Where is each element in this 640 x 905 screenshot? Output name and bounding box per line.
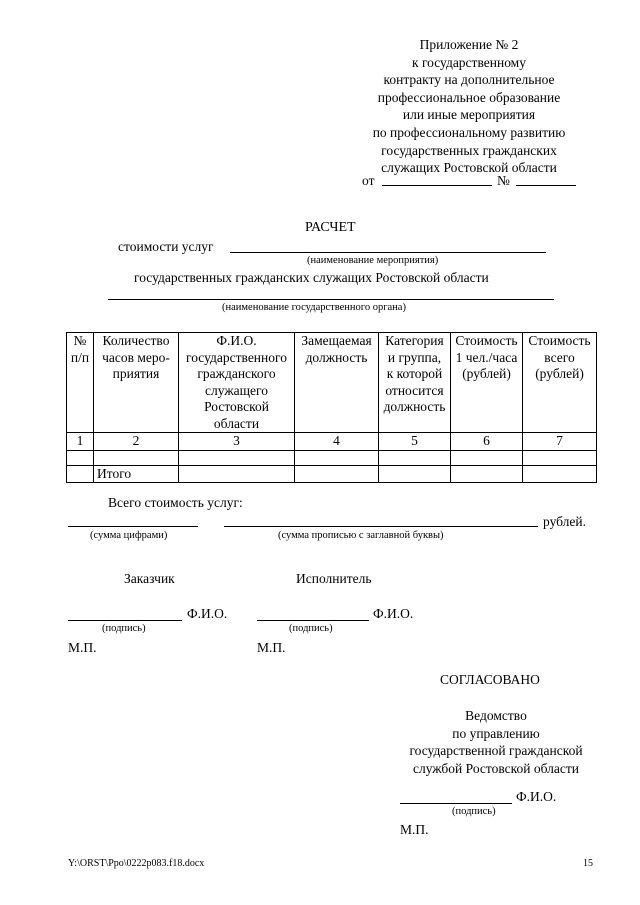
annex-line: государственных гражданских bbox=[381, 142, 557, 158]
table-cell[interactable] bbox=[295, 450, 379, 465]
table-row bbox=[67, 450, 597, 465]
contractor-signature-line bbox=[257, 620, 369, 621]
calculation-table bbox=[66, 332, 597, 483]
number-cell: 5 bbox=[379, 433, 451, 451]
annex-line: или иные мероприятия bbox=[402, 107, 536, 123]
approval-seal: М.П. bbox=[400, 822, 429, 837]
digits-caption: (сумма цифрами) bbox=[90, 530, 168, 541]
annex-line: по профессиональному развитию bbox=[372, 124, 566, 140]
annex-number-line bbox=[516, 185, 576, 186]
annex-from-label: от bbox=[362, 173, 375, 188]
annex-line: Приложение № 2 bbox=[419, 37, 519, 52]
words-caption: (сумма прописью с заглавной буквы) bbox=[278, 530, 444, 541]
number-cell: 1 bbox=[67, 433, 94, 451]
sum-digits-line bbox=[68, 526, 198, 527]
annex-line: контракту на дополнительное bbox=[383, 72, 555, 88]
approval-signature-line bbox=[400, 803, 512, 804]
table-cell[interactable] bbox=[523, 465, 597, 483]
footer-page-number: 15 bbox=[583, 858, 593, 869]
table-cell[interactable] bbox=[179, 450, 295, 465]
table-header-row bbox=[67, 333, 597, 433]
table-cell[interactable] bbox=[94, 450, 179, 465]
organ-name-line bbox=[108, 299, 554, 300]
table-cell[interactable] bbox=[179, 465, 295, 483]
organ-caption: (наименование государственного органа) bbox=[222, 302, 406, 313]
table-cell[interactable] bbox=[379, 465, 451, 483]
approval-line: Ведомство bbox=[465, 708, 527, 723]
approval-fio: Ф.И.О. bbox=[516, 789, 557, 804]
customer-title: Заказчик bbox=[124, 571, 175, 586]
contractor-seal: М.П. bbox=[257, 640, 286, 655]
approval-line: службой Ростовской области bbox=[412, 760, 580, 776]
approval-title: СОГЛАСОВАНО bbox=[440, 672, 540, 687]
approval-signature-caption: (подпись) bbox=[452, 806, 496, 817]
table-cell[interactable] bbox=[379, 450, 451, 465]
customer-signature-caption: (подпись) bbox=[102, 623, 146, 634]
table-cell bbox=[67, 465, 94, 483]
contractor-title: Исполнитель bbox=[296, 571, 372, 586]
header-cell-fio: Ф.И.О. государственного гражданского служащего Ростовской области bbox=[179, 333, 295, 433]
approval-organization bbox=[396, 707, 596, 777]
table-total-row bbox=[67, 465, 597, 483]
approval-line: по управлению bbox=[452, 725, 540, 741]
header-cell-hours: Количество часов меро- приятия bbox=[94, 333, 179, 433]
document-title: РАСЧЕТ bbox=[305, 220, 356, 235]
table-cell[interactable] bbox=[451, 450, 523, 465]
annex-block bbox=[340, 36, 598, 177]
header-cell-total-cost: Стоимость всего (рублей) bbox=[523, 333, 597, 433]
annex-date-line bbox=[382, 185, 492, 186]
contractor-signature-caption: (подпись) bbox=[289, 623, 333, 634]
number-cell: 3 bbox=[179, 433, 295, 451]
header-cell-number: № п/п bbox=[67, 333, 94, 433]
table-cell[interactable] bbox=[295, 465, 379, 483]
customer-signature-line bbox=[68, 620, 182, 621]
contractor-fio: Ф.И.О. bbox=[373, 606, 414, 621]
header-cell-unit-cost: Стоимость 1 чел./часа (рублей) bbox=[451, 333, 523, 433]
total-cost-label: Всего стоимость услуг: bbox=[108, 495, 243, 510]
number-cell: 2 bbox=[94, 433, 179, 451]
table-number-row bbox=[67, 433, 597, 451]
customer-seal: М.П. bbox=[68, 640, 97, 655]
footer-file-path: Y:\ORST\Ppo\0222p083.f18.docx bbox=[68, 858, 205, 869]
sum-words-line bbox=[224, 526, 538, 527]
annex-line: профессиональное образование bbox=[377, 89, 561, 105]
table-cell[interactable] bbox=[523, 450, 597, 465]
annex-line: к государственному bbox=[412, 54, 526, 70]
approval-line: государственной гражданской bbox=[409, 743, 583, 758]
annex-line: служащих Ростовской области bbox=[381, 160, 557, 176]
number-cell: 6 bbox=[451, 433, 523, 451]
customer-fio: Ф.И.О. bbox=[187, 606, 228, 621]
table-cell[interactable] bbox=[67, 450, 94, 465]
annex-number-label: № bbox=[497, 173, 510, 188]
number-cell: 7 bbox=[523, 433, 597, 451]
cost-label: стоимости услуг bbox=[118, 239, 214, 254]
rubles-label: рублей. bbox=[543, 514, 587, 529]
number-cell: 4 bbox=[295, 433, 379, 451]
header-cell-category: Категория и группа, к которой относится должность bbox=[379, 333, 451, 433]
event-name-line bbox=[230, 252, 546, 253]
total-label-cell: Итого bbox=[94, 465, 179, 483]
employees-line: государственных гражданских служащих Ростовской области bbox=[134, 270, 489, 285]
event-caption: (наименование мероприятия) bbox=[307, 255, 439, 266]
table-cell[interactable] bbox=[451, 465, 523, 483]
header-cell-position: Замещаемая должность bbox=[295, 333, 379, 433]
